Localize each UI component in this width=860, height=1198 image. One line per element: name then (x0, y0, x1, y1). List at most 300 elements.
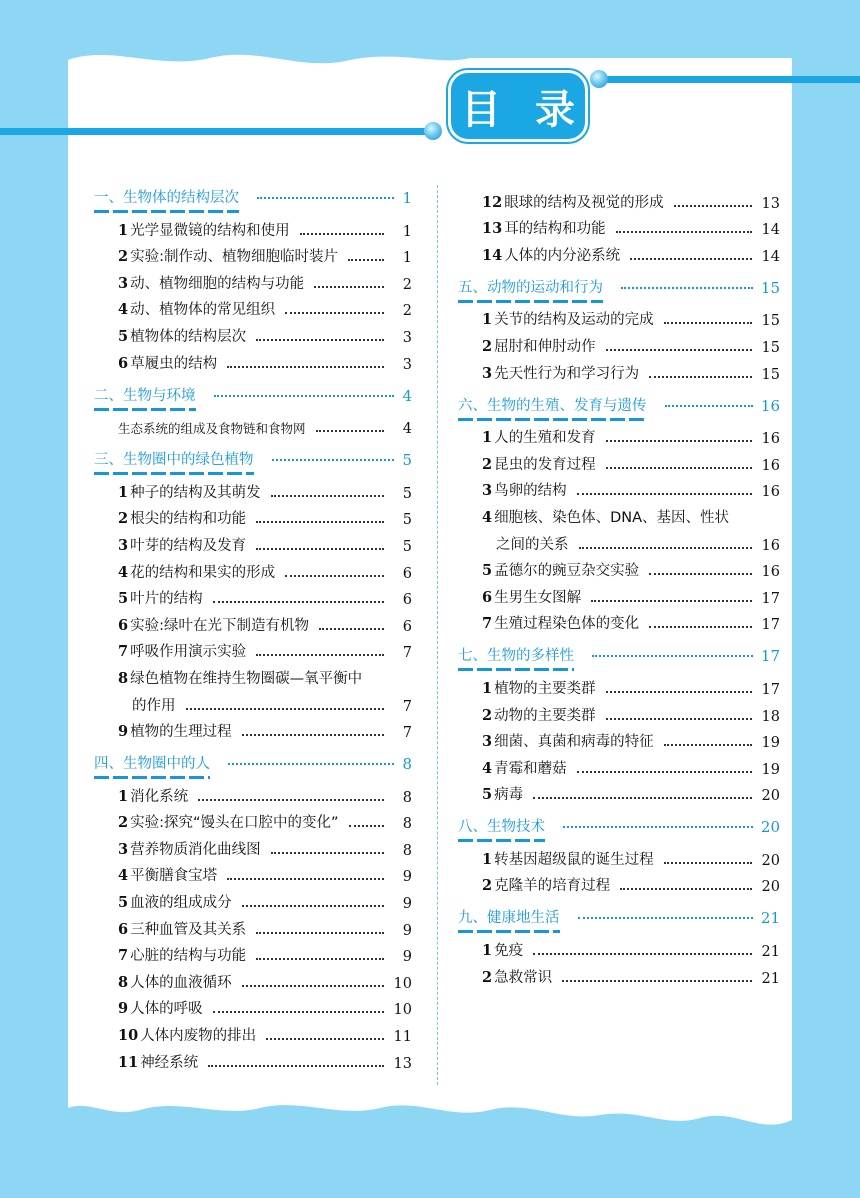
dot-leader (592, 655, 753, 657)
dot-leader (256, 654, 384, 656)
item-number: 14 (482, 246, 503, 264)
dot-leader (256, 958, 384, 960)
toc-item[interactable] (458, 842, 780, 869)
item-title (482, 848, 654, 869)
item-title (482, 506, 729, 527)
item-title (482, 426, 596, 447)
item-number: 12 (482, 193, 503, 211)
toc-item[interactable] (458, 671, 780, 698)
item-page-number: 10 (393, 975, 412, 992)
toc-item[interactable] (94, 992, 412, 1019)
item-page-number: 8 (402, 789, 412, 806)
dot-leader (285, 312, 384, 314)
dot-leader (616, 231, 752, 233)
dot-leader (606, 440, 752, 442)
item-text: 呼吸作用演示实验 (130, 644, 247, 661)
item-title (118, 1024, 256, 1045)
item-title (118, 507, 246, 528)
item-text: 青霉和蘑菇 (494, 760, 567, 777)
item-title (118, 561, 275, 582)
title-rule-left (0, 128, 430, 135)
item-number: 2 (482, 455, 493, 473)
item-text: 细胞核、染色体、DNA、基因、性状 (494, 509, 730, 526)
item-page-number: 13 (761, 195, 780, 212)
toc-item[interactable] (458, 554, 780, 581)
dot-leader (314, 286, 384, 288)
item-number: 4 (482, 508, 493, 526)
item-number: 2 (118, 510, 129, 528)
item-number: 3 (118, 274, 129, 292)
toc-item[interactable] (94, 293, 412, 320)
item-number: 3 (118, 536, 129, 554)
toc-section[interactable] (458, 905, 780, 933)
item-page-number: 5 (402, 512, 412, 529)
toc-item[interactable] (458, 580, 780, 607)
item-page-number: 15 (761, 313, 780, 330)
item-number: 1 (482, 429, 493, 447)
item-page-number: 16 (761, 431, 780, 448)
item-title (118, 614, 309, 635)
dot-leader (228, 763, 394, 765)
item-title (482, 783, 523, 804)
section-page-number: 15 (760, 278, 780, 297)
toc-item[interactable] (94, 661, 412, 688)
item-number: 3 (482, 364, 493, 382)
item-text: 先天性行为和学习行为 (494, 365, 640, 382)
section-gap (458, 895, 780, 905)
item-title (118, 811, 339, 832)
item-title (118, 587, 203, 608)
dot-leader (606, 718, 752, 720)
toc-item[interactable] (94, 939, 412, 966)
toc-item[interactable] (94, 885, 412, 912)
section-title: 二、生物与环境 (94, 384, 196, 411)
item-page-number: 1 (402, 223, 412, 240)
item-number: 1 (482, 850, 493, 868)
item-text: 植物的生理过程 (130, 724, 232, 741)
dot-leader (533, 953, 751, 955)
toc-item[interactable] (458, 933, 780, 960)
toc-item-continuation[interactable] (94, 688, 412, 715)
item-title (482, 559, 639, 580)
toc-item[interactable] (458, 447, 780, 474)
section-title: 五、动物的运动和行为 (458, 276, 603, 303)
item-text: 心脏的结构与功能 (130, 948, 247, 965)
column-divider (437, 185, 438, 1085)
item-page-number: 21 (761, 944, 780, 961)
item-page-number: 6 (402, 618, 412, 635)
item-text: 光学显微镜的结构和使用 (130, 222, 290, 239)
item-text: 的作用 (132, 697, 176, 714)
dot-leader (257, 197, 394, 199)
item-number: 6 (482, 588, 493, 606)
dot-leader (186, 708, 385, 710)
item-text: 动、植物体的常见组织 (130, 302, 276, 319)
item-title (482, 362, 639, 383)
item-title (482, 479, 567, 500)
item-page-number: 11 (393, 1029, 412, 1046)
dot-leader (620, 888, 751, 890)
toc-item[interactable] (94, 582, 412, 609)
dot-leader (649, 573, 751, 575)
item-page-number: 18 (761, 708, 780, 725)
item-page-number: 14 (761, 248, 780, 265)
item-text: 鸟卵的结构 (494, 483, 567, 500)
dot-leader (577, 493, 752, 495)
item-page-number: 15 (761, 339, 780, 356)
item-page-number: 7 (402, 645, 412, 662)
item-text: 急救常识 (494, 969, 553, 986)
dot-leader (272, 459, 395, 461)
section-title: 六、生物的生殖、发育与遗传 (458, 394, 647, 421)
item-page-number: 4 (402, 421, 412, 438)
dot-leader (242, 734, 384, 736)
toc-section[interactable] (94, 383, 412, 411)
item-text: 关节的结构及运动的完成 (494, 312, 654, 329)
dot-leader (316, 430, 384, 432)
item-text: 绿色植物在维持生物圈碳—氧平衡中 (130, 670, 363, 687)
item-text: 血液的组成成分 (130, 895, 232, 912)
item-text: 实验:绿叶在光下制造有机物 (130, 617, 309, 634)
item-page-number: 6 (402, 592, 412, 609)
item-page-number: 16 (761, 484, 780, 501)
item-text: 草履虫的结构 (130, 355, 218, 372)
item-title (118, 891, 232, 912)
dot-leader (606, 349, 752, 351)
toc-section[interactable] (458, 814, 780, 842)
toc-item[interactable] (458, 607, 780, 634)
dot-leader (227, 366, 384, 368)
toc-item[interactable] (94, 528, 412, 555)
item-number: 4 (482, 759, 493, 777)
item-text: 种子的结构及其萌发 (130, 484, 261, 501)
toc-item[interactable] (458, 212, 780, 239)
item-text: 植物的主要类群 (494, 680, 596, 697)
item-page-number: 21 (761, 970, 780, 987)
toc-item[interactable] (94, 806, 412, 833)
dot-leader (256, 339, 384, 341)
item-number: 5 (118, 590, 129, 608)
toc-item[interactable] (94, 502, 412, 529)
item-title (482, 677, 596, 698)
item-text: 转基因超级鼠的诞生过程 (494, 851, 654, 868)
toc-item[interactable] (94, 779, 412, 806)
item-text: 克隆羊的培育过程 (494, 878, 611, 895)
dot-leader (578, 917, 753, 919)
dot-leader (214, 395, 395, 397)
section-gap (94, 741, 412, 751)
toc-item[interactable] (94, 555, 412, 582)
section-title: 四、生物圈中的人 (94, 752, 210, 779)
item-text: 人体的血液循环 (130, 974, 232, 991)
dot-leader (606, 691, 752, 693)
item-number: 7 (118, 947, 129, 965)
item-number: 1 (482, 942, 493, 960)
item-page-number: 17 (761, 681, 780, 698)
dot-leader (649, 376, 751, 378)
dot-leader (285, 575, 384, 577)
item-title (118, 219, 290, 240)
toc-item[interactable] (458, 500, 780, 527)
dot-leader (630, 258, 751, 260)
item-text: 生殖过程染色体的变化 (494, 616, 640, 633)
item-number: 6 (118, 354, 129, 372)
item-title (482, 612, 639, 633)
section-page-number: 21 (760, 909, 780, 928)
toc-item[interactable] (458, 421, 780, 448)
item-title (118, 720, 232, 741)
toc-item[interactable] (94, 475, 412, 502)
toc-item[interactable] (94, 319, 412, 346)
item-text: 孟德尔的豌豆杂交实验 (494, 563, 640, 580)
item-title (118, 785, 188, 806)
dot-leader (213, 601, 384, 603)
dot-leader (208, 1065, 383, 1067)
item-number: 2 (482, 337, 493, 355)
toc-item[interactable] (458, 725, 780, 752)
toc-item[interactable] (94, 608, 412, 635)
toc-section[interactable] (94, 751, 412, 779)
toc-item[interactable] (458, 356, 780, 383)
item-number: 3 (482, 482, 493, 500)
item-number: 2 (482, 968, 493, 986)
toc-section[interactable] (94, 447, 412, 475)
title-rule-right (600, 76, 860, 83)
item-title (118, 838, 261, 859)
dot-leader (300, 233, 384, 235)
item-page-number: 3 (402, 329, 412, 346)
section-gap (458, 633, 780, 643)
dot-leader (348, 259, 384, 261)
item-text: 病毒 (494, 787, 524, 804)
bead-right (590, 70, 608, 88)
toc-left-column (94, 185, 412, 1072)
toc-section[interactable] (458, 643, 780, 671)
dot-leader (266, 1038, 383, 1040)
item-number: 9 (118, 723, 129, 741)
dot-leader (256, 521, 384, 523)
dot-leader (674, 205, 752, 207)
item-title (482, 730, 654, 751)
dot-leader (242, 905, 384, 907)
item-text: 耳的结构和功能 (504, 221, 606, 238)
item-text: 之间的关系 (496, 536, 569, 553)
section-gap (458, 383, 780, 393)
item-number: 6 (118, 920, 129, 938)
section-page-number: 5 (402, 451, 412, 470)
item-number: 13 (482, 220, 503, 238)
item-number: 10 (118, 1027, 139, 1045)
section-gap (94, 373, 412, 383)
item-number: 1 (482, 311, 493, 329)
toc-item[interactable] (94, 715, 412, 742)
toc-item-continuation[interactable] (458, 527, 780, 554)
item-title (482, 217, 606, 238)
toc-item[interactable] (94, 965, 412, 992)
item-title (118, 534, 246, 555)
item-page-number: 9 (402, 869, 412, 886)
item-text: 细菌、真菌和病毒的特征 (494, 734, 654, 751)
item-page-number: 7 (402, 698, 412, 715)
toc-right-column (458, 185, 780, 987)
toc-item[interactable] (94, 411, 412, 438)
item-title (482, 939, 523, 960)
item-number: 1 (482, 679, 493, 697)
dot-leader (242, 985, 384, 987)
section-gap (458, 265, 780, 275)
item-text: 动物的主要类群 (494, 707, 596, 724)
item-text: 生男生女图解 (494, 589, 582, 606)
item-text: 人体的呼吸 (130, 1001, 203, 1018)
item-title (118, 971, 232, 992)
item-title (118, 298, 275, 319)
item-number: 2 (118, 248, 129, 266)
item-page-number: 17 (761, 617, 780, 634)
item-text: 根尖的结构和功能 (130, 511, 247, 528)
item-text: 叶片的结构 (130, 591, 203, 608)
toc-item[interactable] (94, 240, 412, 267)
section-page-number: 4 (402, 386, 412, 405)
item-number: 4 (118, 867, 129, 885)
item-text: 生态系统的组成及食物链和食物网 (118, 421, 306, 437)
dot-leader (227, 878, 384, 880)
dot-leader (649, 626, 751, 628)
toc-item[interactable] (458, 698, 780, 725)
item-page-number: 6 (402, 565, 412, 582)
item-title (482, 704, 596, 725)
toc-item[interactable] (458, 329, 780, 356)
item-title (482, 244, 620, 265)
dot-leader (563, 826, 753, 828)
item-page-number: 14 (761, 222, 780, 239)
item-number: 7 (118, 643, 129, 661)
item-text: 实验:制作动、植物细胞临时装片 (130, 249, 338, 266)
item-text: 动、植物细胞的结构与功能 (130, 275, 305, 292)
item-text: 免疫 (494, 943, 524, 960)
item-number: 9 (118, 1000, 129, 1018)
toc-section[interactable] (458, 393, 780, 421)
toc-item[interactable] (94, 346, 412, 373)
item-page-number: 10 (393, 1002, 412, 1019)
toc-section[interactable] (458, 275, 780, 303)
item-page-number: 20 (761, 879, 780, 896)
toc-item[interactable] (94, 1045, 412, 1072)
dot-leader (533, 797, 751, 799)
section-page-number: 8 (402, 755, 412, 774)
item-text: 叶芽的结构及发育 (130, 537, 247, 554)
toc-item[interactable] (458, 185, 780, 212)
toc-item[interactable] (94, 266, 412, 293)
item-page-number: 13 (393, 1055, 412, 1072)
toc-item[interactable] (94, 1018, 412, 1045)
toc-item[interactable] (458, 303, 780, 330)
item-title (118, 245, 338, 266)
toc-item[interactable] (458, 778, 780, 805)
item-page-number: 5 (402, 538, 412, 555)
toc-item[interactable] (94, 832, 412, 859)
item-text: 平衡膳食宝塔 (130, 868, 218, 885)
item-title (118, 944, 246, 965)
item-page-number: 15 (761, 366, 780, 383)
item-page-number: 2 (402, 276, 412, 293)
item-page-number: 2 (402, 303, 412, 320)
toc-item[interactable] (94, 912, 412, 939)
dot-leader (591, 600, 751, 602)
item-number: 3 (118, 840, 129, 858)
toc-item[interactable] (458, 474, 780, 501)
item-text: 花的结构和果实的形成 (130, 564, 276, 581)
section-page-number: 16 (760, 396, 780, 415)
item-text: 人体的内分泌系统 (504, 247, 621, 264)
item-number: 5 (482, 786, 493, 804)
toc-item[interactable] (458, 869, 780, 896)
item-page-number: 5 (402, 485, 412, 502)
dot-leader (256, 548, 384, 550)
item-title (118, 272, 304, 293)
item-title (118, 997, 203, 1018)
item-number: 4 (118, 563, 129, 581)
dot-leader (664, 744, 752, 746)
section-title: 八、生物技术 (458, 815, 545, 842)
dot-leader (664, 322, 752, 324)
item-text: 昆虫的发育过程 (494, 456, 596, 473)
section-title: 七、生物的多样性 (458, 644, 574, 671)
item-text: 实验:探究“馒头在口腔中的变化” (130, 815, 339, 832)
item-number: 8 (118, 669, 129, 687)
dot-leader (664, 862, 752, 864)
item-title (132, 694, 176, 715)
dot-leader (665, 405, 753, 407)
item-title (482, 308, 654, 329)
item-title (496, 533, 569, 554)
toc-item[interactable] (94, 859, 412, 886)
toc-item[interactable] (458, 960, 780, 987)
item-page-number: 19 (761, 761, 780, 778)
section-page-number: 20 (760, 818, 780, 837)
dot-leader (213, 1011, 384, 1013)
section-page-number: 1 (402, 189, 412, 207)
toc-section[interactable] (94, 185, 412, 213)
item-number: 1 (118, 787, 129, 805)
toc-item[interactable] (458, 751, 780, 778)
toc-item[interactable] (458, 238, 780, 265)
item-number: 5 (482, 562, 493, 580)
dot-leader (271, 495, 384, 497)
item-page-number: 8 (402, 842, 412, 859)
dot-leader (319, 628, 384, 630)
item-title (118, 640, 246, 661)
item-page-number: 16 (761, 537, 780, 554)
item-title (118, 864, 217, 885)
item-title (482, 874, 610, 895)
item-page-number: 17 (761, 590, 780, 607)
dot-leader (562, 980, 751, 982)
item-text: 三种血管及其关系 (130, 921, 247, 938)
item-page-number: 9 (402, 922, 412, 939)
item-title (118, 419, 306, 437)
item-text: 人体内废物的排出 (140, 1028, 257, 1045)
section-page-number: 17 (760, 647, 780, 666)
page-title: 目 录 (448, 70, 588, 142)
item-title (482, 966, 552, 987)
item-page-number: 1 (402, 250, 412, 267)
item-number: 1 (118, 221, 129, 239)
dot-leader (256, 932, 384, 934)
toc-item[interactable] (94, 635, 412, 662)
toc-item[interactable] (94, 213, 412, 240)
item-page-number: 8 (402, 816, 412, 833)
item-text: 植物体的结构层次 (130, 328, 247, 345)
